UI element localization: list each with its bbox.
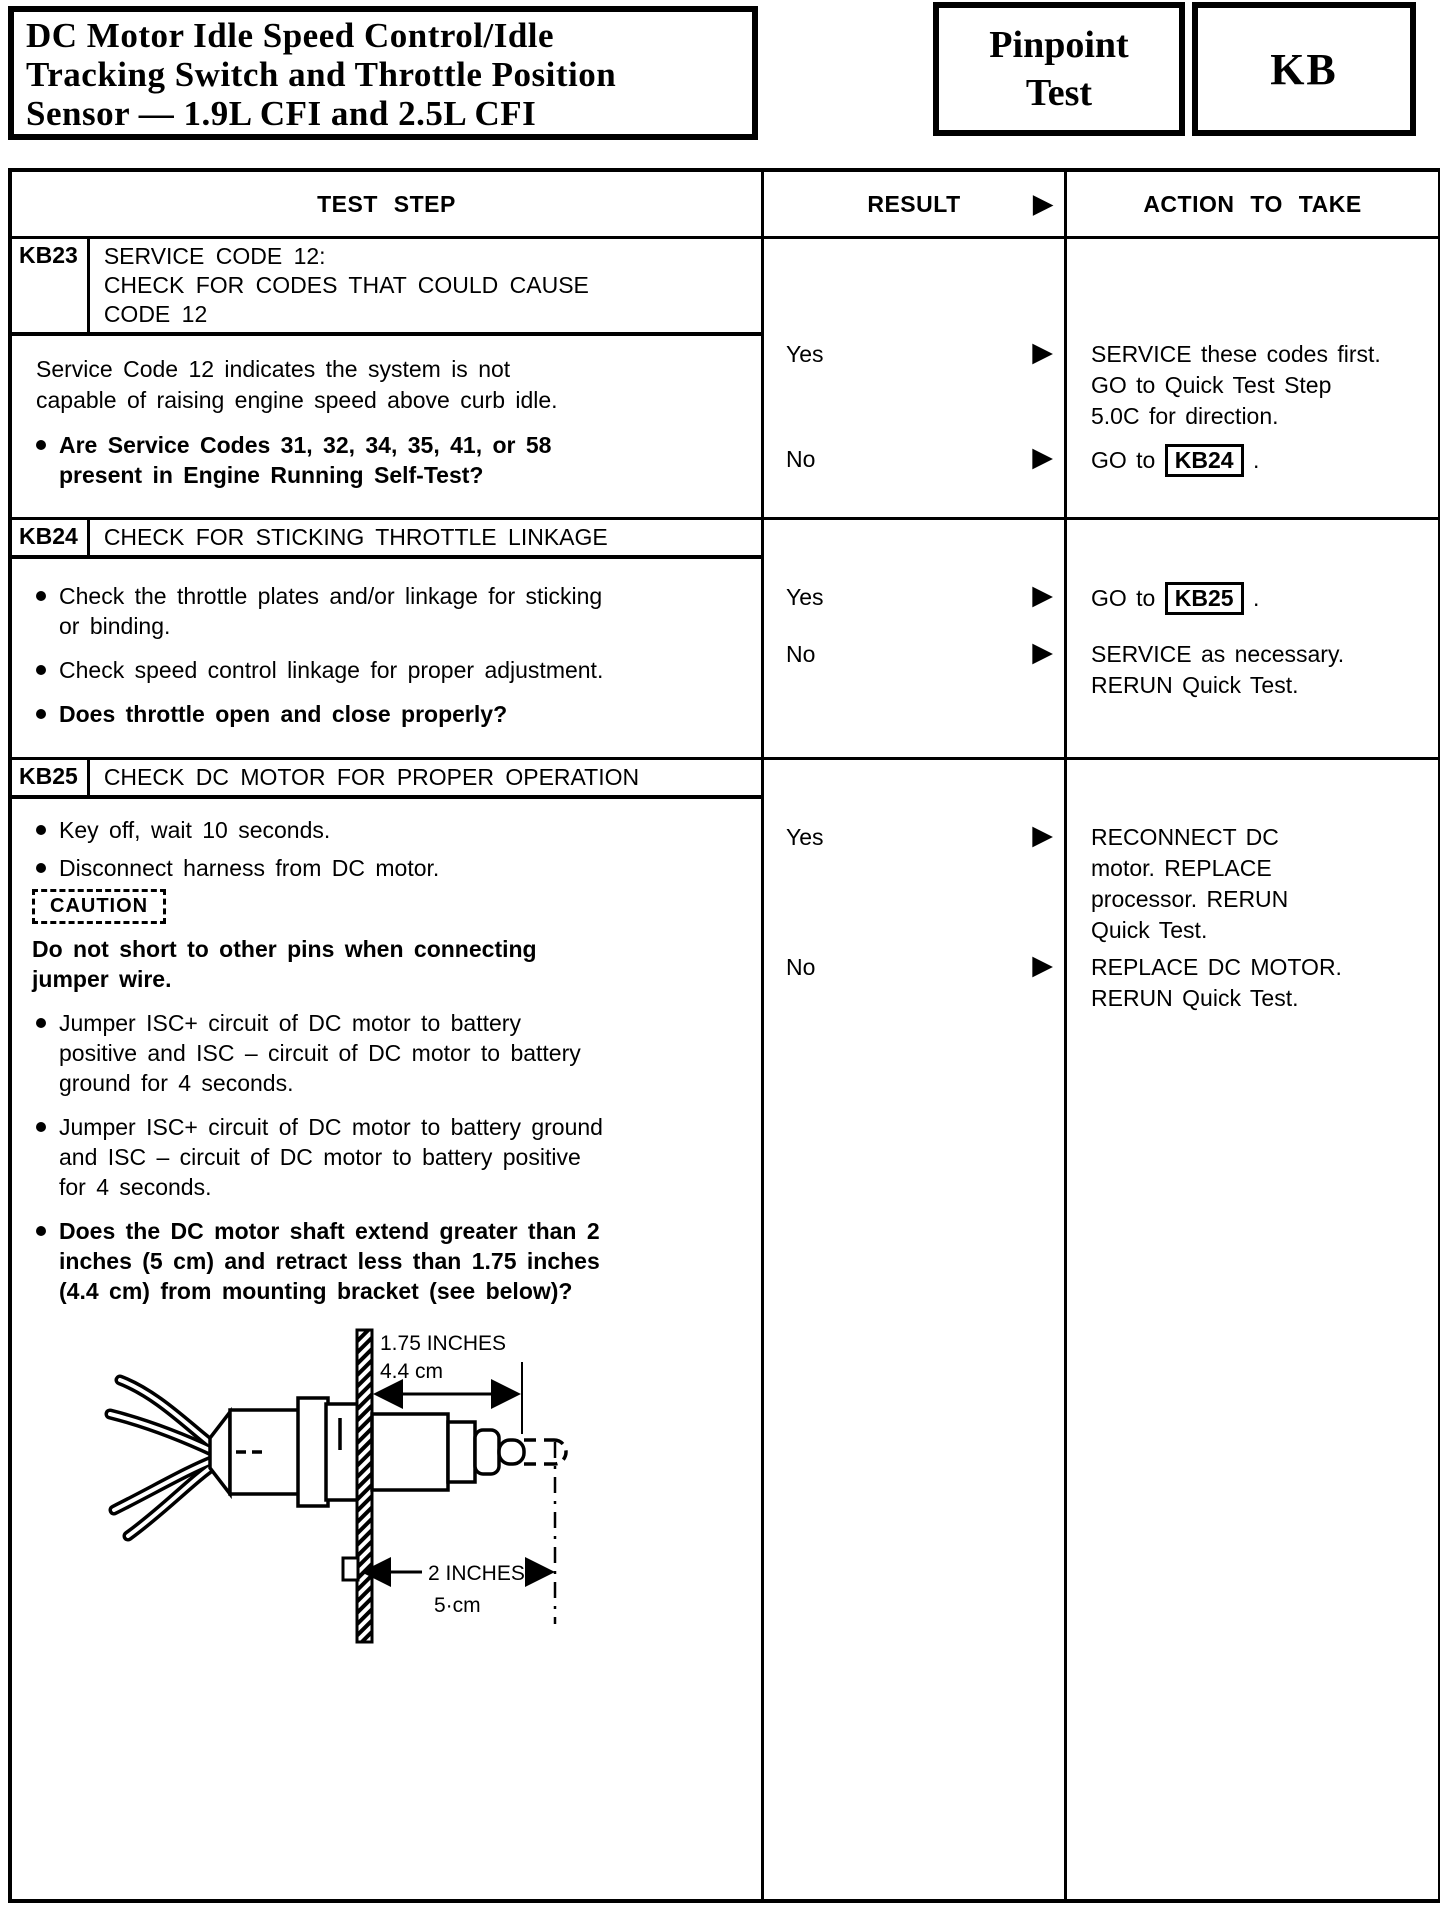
result-arrow-icon: ▶ <box>1032 820 1053 851</box>
kb25-step-id: KB25 <box>12 760 90 795</box>
result-arrow-icon: ▶ <box>1032 337 1053 368</box>
bullet-icon <box>36 825 46 835</box>
kb25-bullet-1: Key off, wait 10 seconds. <box>30 815 761 845</box>
column-header-test-step: TEST STEP <box>317 190 456 217</box>
kb25-action-no: REPLACE DC MOTOR. RERUN Quick Test. <box>1091 954 1342 1011</box>
svg-text:1.75 INCHES: 1.75 INCHES <box>380 1332 507 1355</box>
dc-motor-body <box>210 1398 359 1506</box>
kb24-bullet-1: Check the throttle plates and/or linkage for sticking or binding. <box>30 581 761 641</box>
bullet-icon <box>36 591 46 601</box>
kb23-result-no: No ▶ <box>786 442 1053 473</box>
kb25-question-bullet: Does the DC motor shaft extend greater than 2 inches (5 cm) and retract less than 1.75 inches (4.4 cm) from mounting bracket (see below)? <box>30 1216 761 1306</box>
dc-motor-diagram <box>102 1322 582 1662</box>
kb25-bullet-2: Disconnect harness from DC motor. <box>30 853 761 883</box>
kb24-outcome-yes <box>764 582 1438 615</box>
result-arrow-icon: ▶ <box>1032 637 1053 668</box>
bullet-icon <box>36 1018 46 1028</box>
kb24-step-body <box>12 581 761 729</box>
result-header-label: RESULT <box>867 190 961 217</box>
kb24-bullet-2: Check speed control linkage for proper adjustment. <box>30 655 761 685</box>
kb25-result-yes: Yes ▶ <box>786 820 1053 851</box>
svg-text:4.4 cm: 4.4 cm <box>380 1360 444 1383</box>
kb24-title-band <box>12 520 761 559</box>
kb23-question-bullet: Are Service Codes 31, 32, 34, 35, 41, or 58 present in Engine Running Self-Test? <box>30 430 761 490</box>
kb24-action-no: SERVICE as necessary. RERUN Quick Test. <box>1091 641 1345 698</box>
bullet-icon <box>36 440 46 450</box>
kb24-outcome-no <box>764 639 1438 701</box>
pinpoint-test-box <box>933 2 1185 136</box>
kb25-test-step-cell <box>12 760 761 1899</box>
step-ref-box-kb24: KB24 <box>1165 444 1244 477</box>
kb25-jumper-bullet-1: Jumper ISC+ circuit of DC motor to battery positive and ISC – circuit of DC motor to battery ground for 4 seconds. <box>30 1008 761 1098</box>
kb24-step-id: KB24 <box>12 520 90 555</box>
kb23-title-band <box>12 239 761 336</box>
result-arrow-icon: ▶ <box>1032 188 1054 220</box>
kb23-outcome-yes <box>764 339 1438 432</box>
kb23-test-step-cell <box>12 239 761 517</box>
kb23-title-line: SERVICE CODE 12: <box>103 243 326 269</box>
kb23-title-line: CODE 12 <box>103 301 208 327</box>
title-line-2: Tracking Switch and Throttle Position <box>26 55 617 94</box>
kb23-action-yes: SERVICE these codes first. GO to Quick Test Step 5.0C for direction. <box>1091 341 1381 429</box>
test-code-box: KB <box>1192 2 1416 136</box>
kb25-title-line: CHECK DC MOTOR FOR PROPER OPERATION <box>103 764 640 790</box>
kb23-outcome-no <box>764 444 1438 477</box>
kb23-step-title <box>90 239 595 332</box>
document-title <box>8 6 758 140</box>
kb23-outcomes <box>761 239 1438 517</box>
table-header-row <box>12 172 1438 239</box>
svg-text:5·cm: 5·cm <box>434 1594 481 1617</box>
kb23-title-line: CHECK FOR CODES THAT COULD CAUSE <box>103 272 589 298</box>
step-ref-box-kb25: KB25 <box>1165 582 1244 615</box>
kb25-step-body <box>12 815 761 1667</box>
bullet-icon <box>36 863 46 873</box>
pinpoint-test-table <box>8 168 1440 1903</box>
kb23-step-body <box>12 354 761 490</box>
kb24-test-step-cell <box>12 520 761 757</box>
kb23-action-no: GO to KB24 . <box>1067 444 1438 477</box>
svg-text:2 INCHES: 2 INCHES <box>428 1562 525 1585</box>
test-label: Test <box>1025 72 1093 114</box>
kb24-title-line: CHECK FOR STICKING THROTTLE LINKAGE <box>103 524 608 550</box>
kb24-action-yes: GO to KB25 . <box>1067 582 1438 615</box>
kb25-action-yes: RECONNECT DC motor. REPLACE processor. RERUN Quick Test. <box>1091 824 1289 943</box>
title-line-3: Sensor — 1.9L CFI and 2.5L CFI <box>26 94 537 133</box>
mounting-bracket <box>357 1330 372 1642</box>
kb24-question-bullet: Does throttle open and close properly? <box>30 699 761 729</box>
kb23-intro-text: Service Code 12 indicates the system is not capable of raising engine speed above curb idle. <box>36 356 558 413</box>
bullet-icon <box>36 709 46 719</box>
title-line-1: DC Motor Idle Speed Control/Idle <box>26 16 555 55</box>
kb23-result-yes: Yes ▶ <box>786 337 1053 368</box>
result-arrow-icon: ▶ <box>1032 950 1053 981</box>
column-header-result <box>761 172 1064 236</box>
caution-badge: CAUTION <box>32 889 166 924</box>
kb25-result-no: No ▶ <box>786 950 1053 981</box>
kb24-result-no: No ▶ <box>786 637 1053 668</box>
kb24-outcomes <box>761 520 1438 757</box>
bullet-icon <box>36 665 46 675</box>
wire-bundle <box>110 1380 216 1536</box>
kb24-result-yes: Yes ▶ <box>786 580 1053 611</box>
column-header-action: ACTION TO TAKE <box>1064 172 1438 236</box>
kb25-outcome-no <box>764 952 1438 1014</box>
result-arrow-icon: ▶ <box>1032 442 1053 473</box>
kb25-outcomes <box>761 760 1438 1899</box>
kb25-title-band <box>12 760 761 799</box>
kb23-step-id: KB23 <box>12 239 90 332</box>
kb25-jumper-bullet-2: Jumper ISC+ circuit of DC motor to battery ground and ISC – circuit of DC motor to battery positive for 4 seconds. <box>30 1112 761 1202</box>
bullet-icon <box>36 1122 46 1132</box>
test-step-kb24 <box>12 517 1438 757</box>
test-step-kb23 <box>12 239 1438 517</box>
kb25-warning-text: Do not short to other pins when connecting jumper wire. <box>32 936 537 992</box>
bracket-tab <box>343 1558 358 1580</box>
test-step-kb25 <box>12 757 1438 1899</box>
result-arrow-icon: ▶ <box>1032 580 1053 611</box>
kb25-outcome-yes <box>764 822 1438 946</box>
dc-motor-shaft <box>372 1414 566 1490</box>
bullet-icon <box>36 1226 46 1236</box>
pinpoint-label: Pinpoint <box>989 24 1129 66</box>
kb25-step-title <box>90 760 645 795</box>
kb24-step-title <box>90 520 614 555</box>
